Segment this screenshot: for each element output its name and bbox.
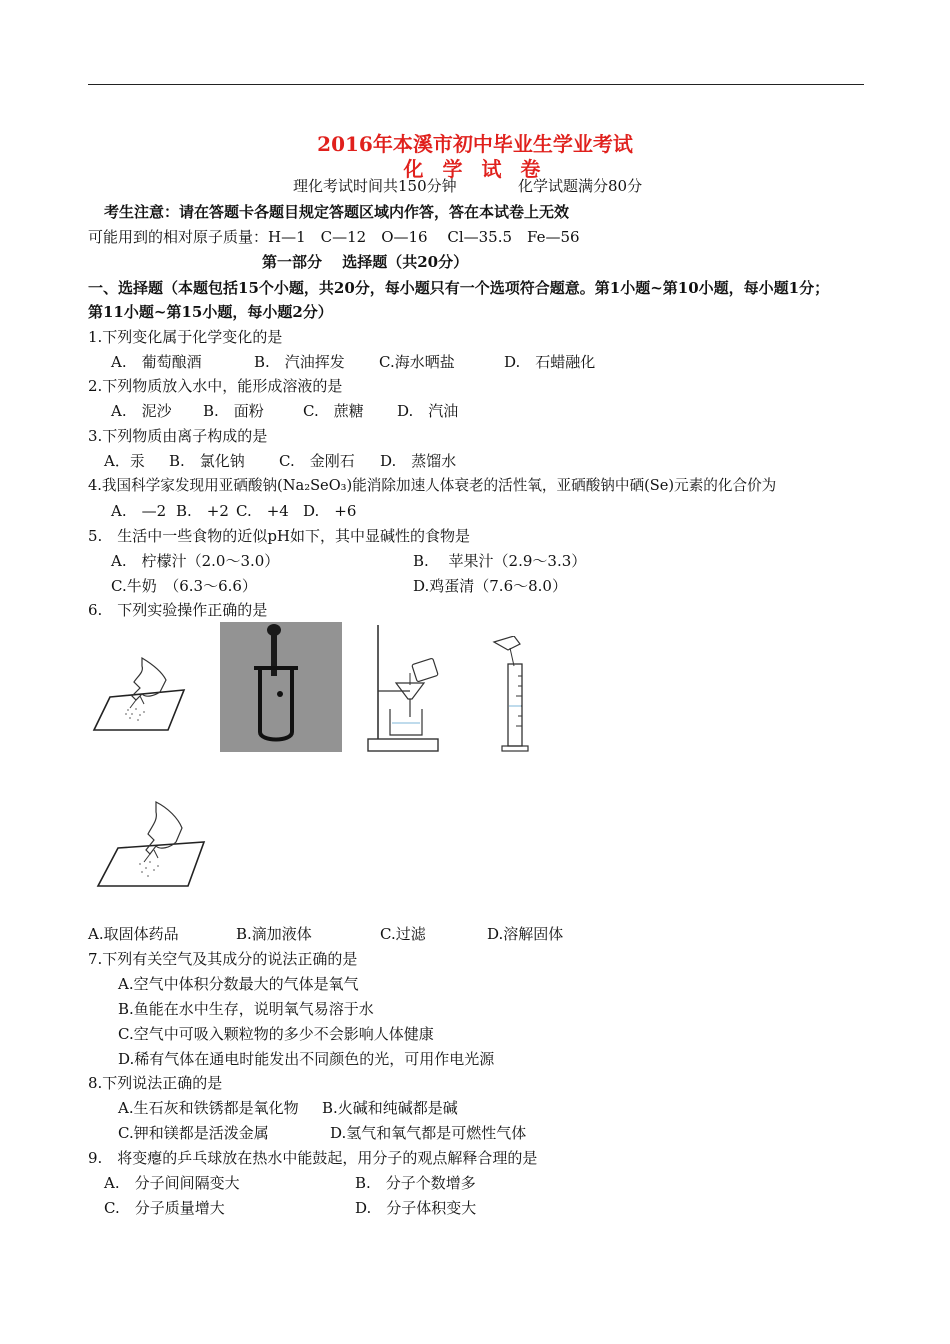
q6-option-c: C.过滤 <box>380 925 426 943</box>
take-solid-figure <box>92 652 188 734</box>
q8-option-b: B.火碱和纯碱都是碱 <box>322 1099 458 1117</box>
q3-option-d: D. 蒸馏水 <box>380 452 457 470</box>
q2-stem: 2.下列物质放入水中，能形成溶液的是 <box>88 377 343 395</box>
q9-option-a: A. 分子间间隔变大 <box>104 1174 240 1192</box>
q3-option-a: A．汞 <box>104 452 145 470</box>
top-rule <box>88 84 864 85</box>
q2-option-c: C. 蔗糖 <box>303 402 364 420</box>
section-intro-2: 第11小题~第15小题，每小题2分） <box>88 303 333 321</box>
q8-option-a: A.生石灰和铁锈都是氧化物 <box>118 1099 299 1117</box>
q4-option-d: D. +6 <box>303 502 357 520</box>
q8-stem: 8.下列说法正确的是 <box>88 1074 223 1092</box>
q1-stem: 1.下列变化属于化学变化的是 <box>88 328 283 346</box>
q3-option-c: C. 金刚石 <box>279 452 355 470</box>
dropper-tube-figure <box>220 622 342 752</box>
filtration-figure <box>366 621 440 753</box>
q8-option-c: C.钾和镁都是活泼金属 <box>118 1124 269 1142</box>
section-title: 第一部分 选择题（共20分） <box>262 253 469 271</box>
q9-stem: 9. 将变瘪的乒乓球放在热水中能鼓起，用分子的观点解释合理的是 <box>88 1149 538 1167</box>
q8-option-d: D.氢气和氧气都是可燃性气体 <box>330 1124 527 1142</box>
dissolve-solid-figure <box>96 798 208 888</box>
q6-option-b: B.滴加液体 <box>236 925 312 943</box>
q6-stem: 6. 下列实验操作正确的是 <box>88 601 268 619</box>
graduated-cylinder-figure <box>490 636 536 754</box>
q5-stem: 5. 生活中一些食物的近似pH如下，其中显碱性的食物是 <box>88 527 470 545</box>
q7-option-d: D.稀有气体在通电时能发出不同颜色的光，可用作电光源 <box>118 1050 495 1068</box>
exam-subtitle: 化 学 试 卷 <box>403 157 547 181</box>
q3-option-b: B. 氯化钠 <box>169 452 245 470</box>
q5-option-d: D.鸡蛋清（7.6～8.0） <box>413 577 567 595</box>
q4-option-b: B. +2 <box>176 502 229 520</box>
q2-option-a: A. 泥沙 <box>111 402 172 420</box>
time-info: 理化考试时间共150分钟 <box>293 177 457 195</box>
q1-option-a: A. 葡萄酿酒 <box>111 353 202 371</box>
section-intro-1: 一、选择题（本题包括15个小题，共20分，每小题只有一个选项符合题意。第1小题~第10小题，每小题1分； <box>88 279 830 297</box>
q7-stem: 7.下列有关空气及其成分的说法正确的是 <box>88 950 358 968</box>
candidate-notice: 考生注意：请在答题卡各题目规定答题区域内作答，答在本试卷上无效 <box>104 203 570 221</box>
q2-option-d: D. 汽油 <box>397 402 459 420</box>
q7-option-b: B.鱼能在水中生存，说明氧气易溶于水 <box>118 1000 374 1018</box>
atomic-masses: 可能用到的相对原子质量：H—1 C—12 O—16 Cl—35.5 Fe—56 <box>88 228 580 246</box>
q7-option-c: C.空气中可吸入颗粒物的多少不会影响人体健康 <box>118 1025 434 1043</box>
q5-option-a: A. 柠檬汁（2.0～3.0） <box>111 552 280 570</box>
q1-option-c: C.海水晒盐 <box>379 353 455 371</box>
q5-option-b: B. 苹果汁（2.9～3.3） <box>413 552 587 570</box>
score-info: 化学试题满分80分 <box>518 177 643 195</box>
q9-option-c: C. 分子质量增大 <box>104 1199 225 1217</box>
q2-option-b: B. 面粉 <box>203 402 264 420</box>
q5-option-c: C.牛奶 （6.3～6.6） <box>111 577 257 595</box>
q1-option-b: B. 汽油挥发 <box>254 353 345 371</box>
q9-option-d: D. 分子体积变大 <box>355 1199 477 1217</box>
q9-option-b: B. 分子个数增多 <box>355 1174 476 1192</box>
q4-option-a: A. —2 <box>111 502 167 520</box>
q7-option-a: A.空气中体积分数最大的气体是氧气 <box>118 975 359 993</box>
q1-option-d: D. 石蜡融化 <box>504 353 596 371</box>
q6-option-d: D.溶解固体 <box>487 925 564 943</box>
q3-stem: 3.下列物质由离子构成的是 <box>88 427 268 445</box>
q4-option-c: C. +4 <box>236 502 289 520</box>
exam-title: 2016年本溪市初中毕业生学业考试 <box>317 132 633 156</box>
q6-option-a: A.取固体药品 <box>88 925 179 943</box>
q4-stem: 4.我国科学家发现用亚硒酸钠(Na₂SeO₃)能消除加速人体衰老的活性氧，亚硒酸钠中硒(Se)元素的化合价为 <box>88 477 777 494</box>
